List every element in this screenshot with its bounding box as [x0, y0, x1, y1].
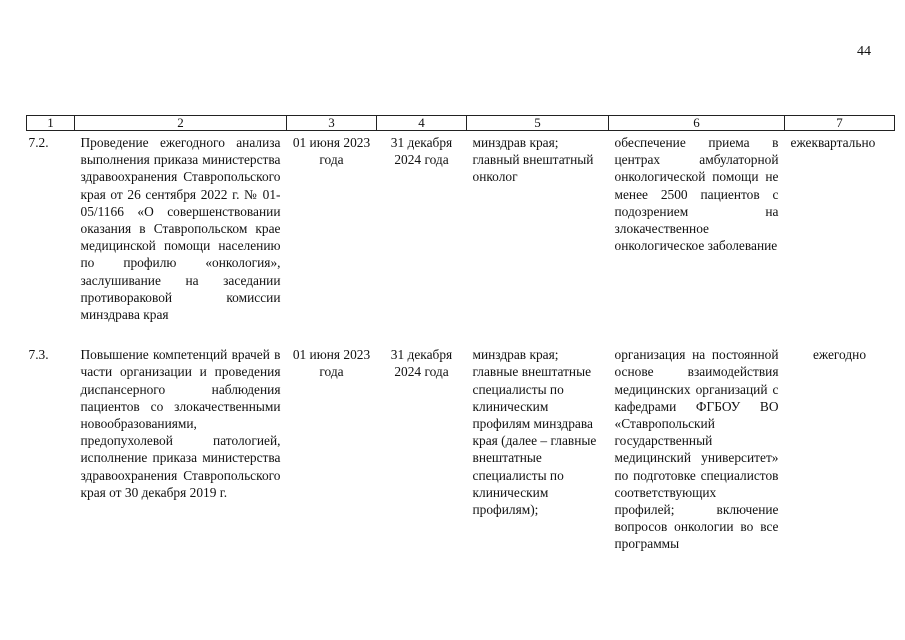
reporting-frequency: ежегодно [812, 347, 867, 363]
row-number: 7.3. [28, 347, 49, 363]
responsible-executors: минздрав края; главный внештатный онколог [472, 135, 594, 185]
column-header-2: 2 [75, 116, 287, 131]
column-header-6: 6 [609, 116, 785, 131]
measures-table [26, 115, 895, 553]
table-row [27, 131, 895, 344]
end-date: 31 декабря 2024 года [390, 135, 453, 168]
expected-result: обеспечение приема в центрах амбулаторной онкологической помощи не менее 2500 пациентов с подозрением на злокачественное онкологическое заболевание [614, 135, 779, 254]
table-header-row [27, 116, 895, 131]
table-row [27, 343, 895, 552]
end-date: 31 декабря 2024 года [390, 347, 453, 380]
page-number: 44 [857, 44, 871, 59]
event-description: Повышение компетенций врачей в части организации и проведения диспансерного наблюдения пациентов со злокачественными новообразованиями, предопухолевой патологией, исполнение приказа министерства здравоохранения Ставропольского края от 30 декабря 2019 г. [80, 347, 281, 500]
column-header-3: 3 [287, 116, 377, 131]
expected-result: организация на постоянной основе взаимодействия медицинских организаций с кафедрами ФГБОУ ВО «Ставропольский государственный медицинский университет» по подготовке специалистов соответствующих профилей; включение вопросов онкологии во все программы [614, 347, 779, 552]
start-date: 01 июня 2023 года [292, 135, 371, 168]
event-description: Проведение ежегодного анализа выполнения приказа министерства здравоохранения Ставропольского края от 26 сентября 2022 г. № 01-05/1166 «О совершенствовании оказания в Ставропольском крае медицинской помощи населению по профилю «онкология», заслушивание на заседании противораковой комиссии минздрава края [80, 135, 281, 323]
column-header-5: 5 [467, 116, 609, 131]
column-header-4: 4 [377, 116, 467, 131]
column-header-7: 7 [785, 116, 895, 131]
start-date: 01 июня 2023 года [292, 347, 371, 380]
responsible-executors: минздрав края; главные внештатные специалисты по клиническим профилям минздрава края (далее – главные внештатные специалисты по клиническим профилям); [472, 347, 597, 518]
row-number: 7.2. [28, 135, 49, 150]
reporting-frequency: ежеквартально [790, 135, 876, 150]
column-header-1: 1 [27, 116, 75, 131]
